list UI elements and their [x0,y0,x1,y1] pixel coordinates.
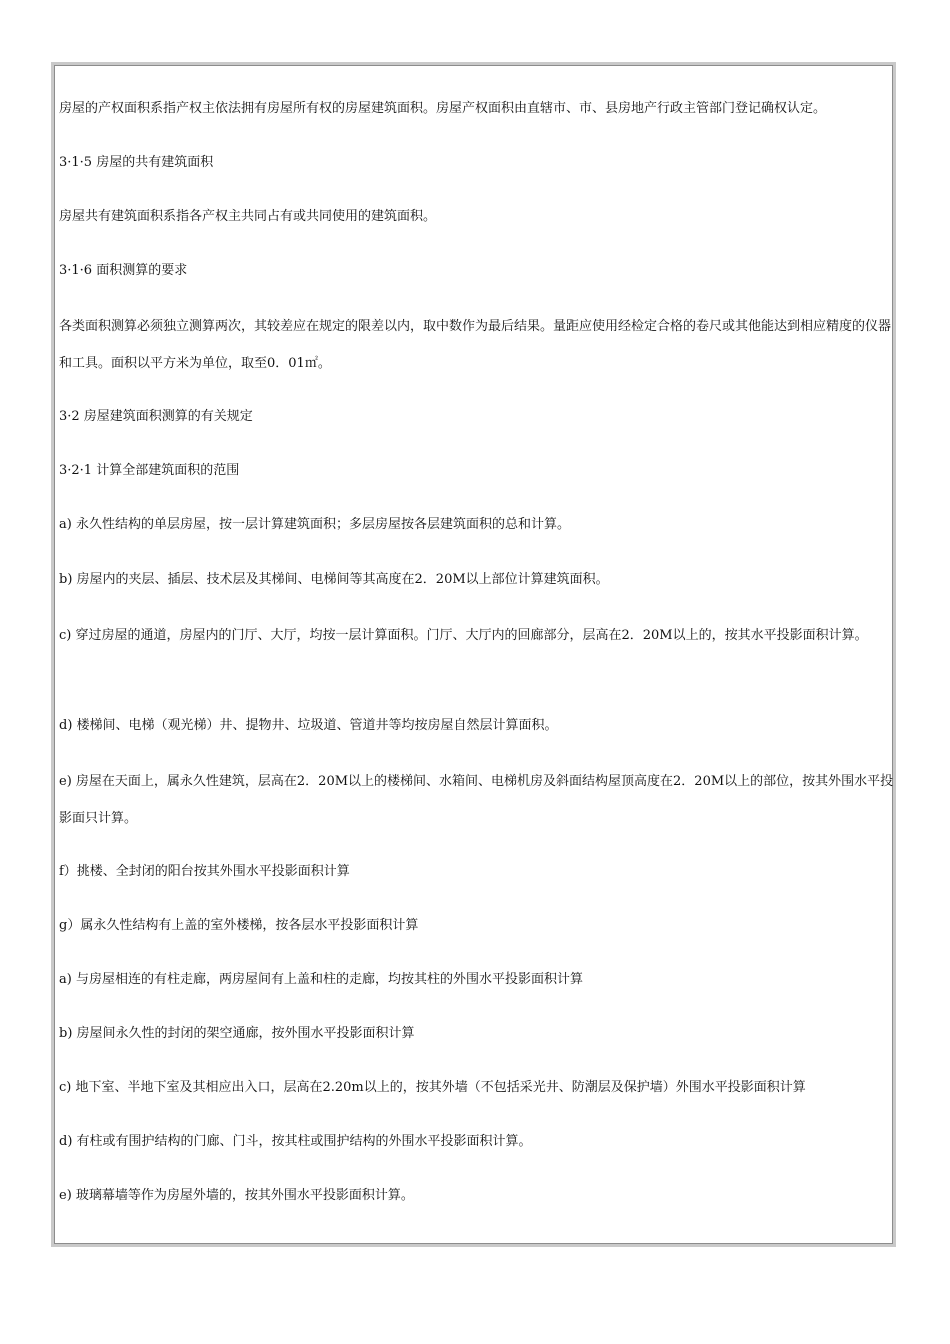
list-item-b-1: b) 房屋内的夹层、插层、技术层及其梯间、电梯间等其高度在2．20M以上部位计算建筑面积。 [59,572,609,587]
paragraph-measurement-requirements: 各类面积测算必须独立测算两次，其较差应在规定的限差以内，取中数作为最后结果。量距应使用经检定合格的卷尺或其他能达到相应精度的仪器和工具。面积以平方米为单位，取至0．01㎡。 [59,319,892,371]
list-item-a-2: a) 与房屋相连的有柱走廊，两房屋间有上盖和柱的走廊，均按其柱的外围水平投影面积计算 [59,972,583,987]
list-item-e-2: e) 玻璃幕墙等作为房屋外墙的，按其外围水平投影面积计算。 [59,1188,414,1203]
list-item-c-1: c) 穿过房屋的通道，房屋内的门厅、大厅，均按一层计算面积。门厅、大厅内的回廊部分，层高在2．20M以上的，按其水平投影面积计算。 [59,628,868,643]
list-item-d-1: d) 楼梯间、电梯（观光梯）井、提物井、垃圾道、管道井等均按房屋自然层计算面积。 [59,718,558,733]
list-item-d-2: d) 有柱或有围护结构的门廊、门斗，按其柱或围护结构的外围水平投影面积计算。 [59,1134,532,1149]
paragraph-property-area-definition: 房屋的产权面积系指产权主依法拥有房屋所有权的房屋建筑面积。房屋产权面积由直辖市、市、县房地产行政主管部门登记确权认定。 [59,101,827,116]
heading-3-2: 3·2 房屋建筑面积测算的有关规定 [59,409,253,424]
paragraph-shared-area-definition: 房屋共有建筑面积系指各产权主共同占有或共同使用的建筑面积。 [59,209,437,224]
heading-3-1-6: 3·1·6 面积测算的要求 [59,263,188,278]
list-item-f: f）挑楼、全封闭的阳台按其外围水平投影面积计算 [59,864,350,879]
list-item-b-2: b) 房屋间永久性的封闭的架空通廊，按外围水平投影面积计算 [59,1026,415,1041]
list-item-c-2: c) 地下室、半地下室及其相应出入口，层高在2.20m以上的，按其外墙（不包括采光井、防潮层及保护墙）外围水平投影面积计算 [59,1080,806,1095]
list-item-g: g）属永久性结构有上盖的室外楼梯，按各层水平投影面积计算 [59,918,419,933]
heading-3-1-5: 3·1·5 房屋的共有建筑面积 [59,155,214,170]
document-frame [51,62,896,1247]
heading-3-2-1: 3·2·1 计算全部建筑面积的范围 [59,463,240,478]
list-item-e-1: e) 房屋在天面上，属永久性建筑，层高在2．20M以上的楼梯间、水箱间、电梯机房及斜面结构屋顶高度在2．20M以上的部位，按其外围水平投影面只计算。 [59,774,894,826]
list-item-a-1: a) 永久性结构的单层房屋，按一层计算建筑面积；多层房屋按各层建筑面积的总和计算。 [59,517,570,532]
